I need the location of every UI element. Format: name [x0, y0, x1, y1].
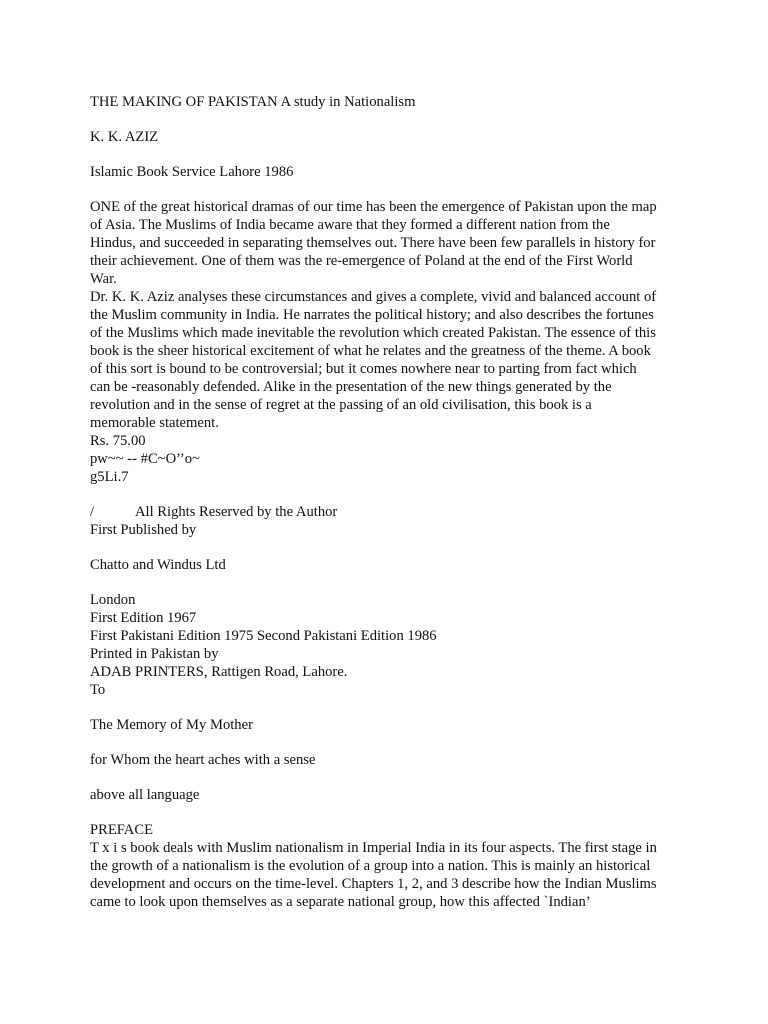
blurb-line: can be -reasonably defended. Alike in the presentation of the new things generated by the	[90, 379, 612, 395]
scan-noise-line: g5Li.7	[90, 469, 129, 485]
dedication-line: above all language	[90, 787, 200, 803]
dedication-to: To	[90, 682, 106, 698]
blurb-line: revolution and in the sense of regret at the passing of an old civilisation, this book is a	[90, 397, 592, 413]
pakistani-editions: First Pakistani Edition 1975 Second Pakistani Edition 1986	[90, 628, 437, 644]
publisher-city: London	[90, 592, 136, 608]
rights-slash: /	[90, 504, 95, 520]
blurb-line: Dr. K. K. Aziz analyses these circumstances and gives a complete, vivid and balanced account of	[90, 289, 657, 305]
blurb-line: Hindus, and succeeded in separating themselves out. There have been few parallels in history for	[90, 235, 656, 251]
first-published-label: First Published by	[90, 522, 197, 538]
dedication-line: for Whom the heart aches with a sense	[90, 752, 316, 768]
first-edition: First Edition 1967	[90, 610, 197, 626]
rights-text: All Rights Reserved by the Author	[135, 504, 338, 520]
price: Rs. 75.00	[90, 433, 146, 449]
preface-line: T x i s book deals with Muslim nationalism in Imperial India in its four aspects. The first stage in	[90, 840, 657, 856]
blurb-line: ONE of the great historical dramas of our time has been the emergence of Pakistan upon the map	[90, 199, 657, 215]
document-page	[90, 93, 720, 911]
preface-heading: PREFACE	[90, 822, 153, 838]
book-title: THE MAKING OF PAKISTAN A study in Nationalism	[90, 94, 416, 110]
printer-name: ADAB PRINTERS, Rattigen Road, Lahore.	[90, 664, 348, 680]
dedication-line: The Memory of My Mother	[90, 717, 253, 733]
blurb-line: War.	[90, 271, 117, 287]
preface-line: development and occurs on the time-level. Chapters 1, 2, and 3 describe how the Indian Muslims	[90, 876, 657, 892]
scan-noise-line: pw~~ -- #C~O’’o~	[90, 451, 200, 467]
author-name: K. K. AZIZ	[90, 129, 159, 145]
blurb-line: of the Muslims which made inevitable the revolution which created Pakistan. The essence of this	[90, 325, 656, 341]
publisher-line: Islamic Book Service Lahore 1986	[90, 164, 294, 180]
blurb-line: their achievement. One of them was the re-emergence of Poland at the end of the First World	[90, 253, 633, 269]
blurb-line: of this sort is bound to be controversial; but it comes nowhere near to parting from fact which	[90, 361, 637, 377]
blurb-line: of Asia. The Muslims of India became aware that they formed a different nation from the	[90, 217, 610, 233]
printed-in-label: Printed in Pakistan by	[90, 646, 219, 662]
blurb-line: the Muslim community in India. He narrates the political history; and also describes the fortunes	[90, 307, 654, 323]
rights-line	[90, 503, 720, 521]
preface-line: came to look upon themselves as a separate national group, how this affected `Indian’	[90, 894, 591, 910]
blurb-paragraph	[90, 198, 720, 432]
preface-line: the growth of a nationalism is the evolution of a group into a nation. This is mainly an historical	[90, 858, 651, 874]
blurb-line: book is the sheer historical excitement of what he relates and the greatness of the theme. A book	[90, 343, 651, 359]
original-publisher: Chatto and Windus Ltd	[90, 557, 226, 573]
blurb-line: memorable statement.	[90, 415, 219, 431]
preface-paragraph	[90, 839, 720, 911]
